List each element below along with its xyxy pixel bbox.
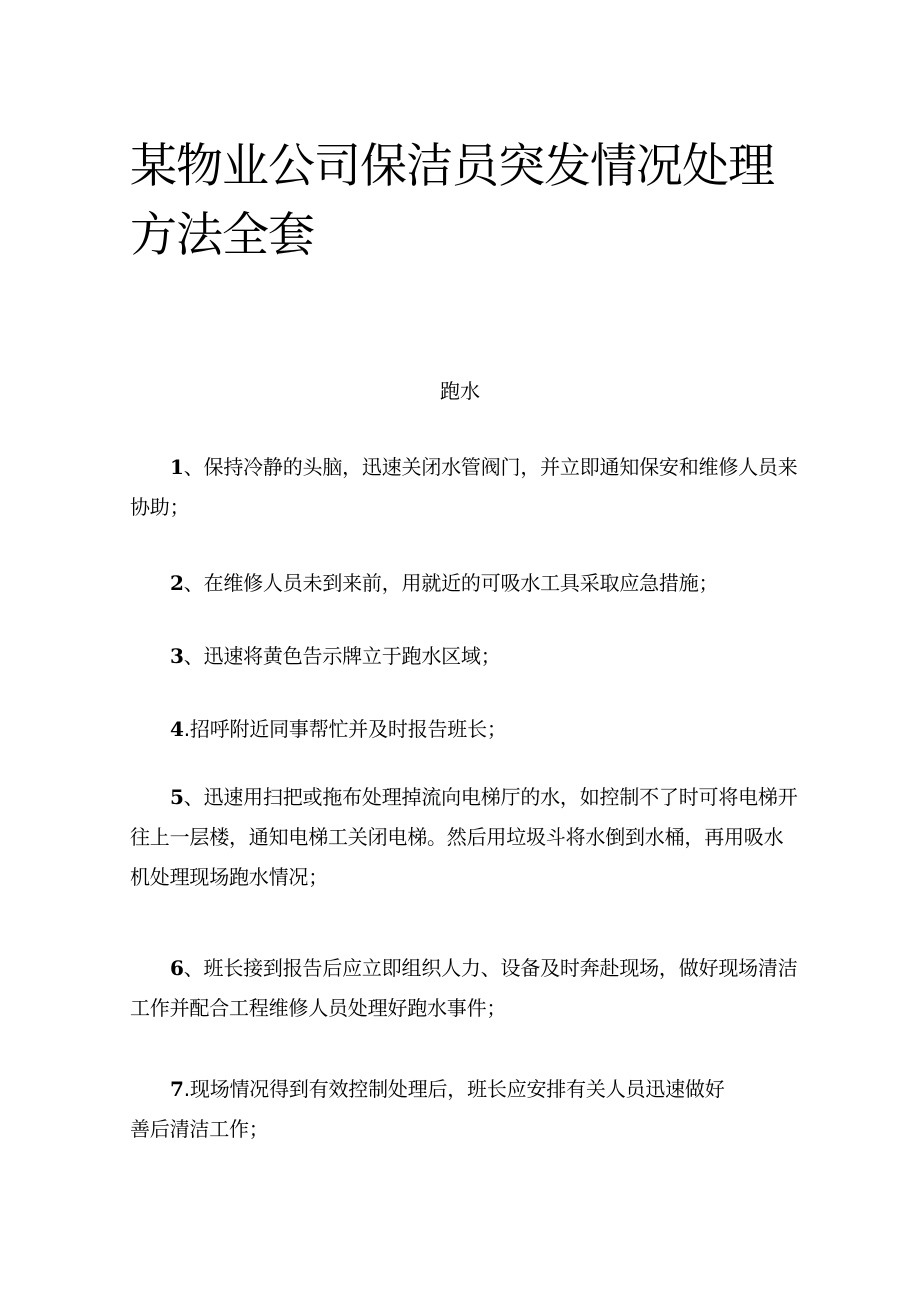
item-number: 3 [170, 644, 184, 668]
item-separator: 、 [183, 956, 204, 980]
document-title: 某物业公司保洁员突发情况处理方法全套 [130, 139, 774, 263]
list-item-7 [130, 1069, 730, 1149]
list-item-3 [130, 636, 800, 676]
item-separator: 、 [183, 644, 204, 668]
list-item-2 [130, 563, 800, 603]
item-number: 5 [170, 785, 184, 809]
item-text: 在维修人员未到来前，用就近的可吸水工具采取应急措施； [203, 571, 719, 595]
item-separator: 、 [183, 455, 204, 479]
item-text: 班长接到报告后应立即组织人力、设备及时奔赴现场，做好现场清洁工作并配合工程维修人员处理好跑水事件； [130, 956, 798, 1020]
item-separator: 、 [183, 785, 204, 809]
list-item-1 [130, 447, 800, 527]
item-text: 迅速用扫把或拖布处理掉流向电梯厅的水，如控制不了时可将电梯开往上一层楼，通知电梯工关闭电梯。然后用垃圾斗将水倒到水桶，再用吸水机处理现场跑水情况； [130, 785, 798, 889]
item-separator: . [183, 1077, 190, 1101]
list-item-4 [130, 709, 800, 749]
item-separator: 、 [183, 571, 204, 595]
item-number: 6 [170, 956, 184, 980]
list-item-5 [130, 777, 800, 897]
item-number: 4 [170, 717, 184, 741]
item-number: 2 [170, 571, 184, 595]
item-number: 7 [170, 1077, 184, 1101]
item-text: 保持冷静的头脑，迅速关闭水管阀门，并立即通知保安和维修人员来协助； [130, 455, 798, 519]
list-item-6 [130, 948, 800, 1028]
item-separator: . [183, 717, 190, 741]
item-text: 现场情况得到有效控制处理后，班长应安排有关人员迅速做好善后清洁工作； [130, 1077, 725, 1141]
item-text: 迅速将黄色告示牌立于跑水区域； [203, 644, 501, 668]
section-heading: 跑水 [440, 379, 480, 403]
item-text: 招呼附近同事帮忙并及时报告班长； [189, 717, 507, 741]
item-number: 1 [170, 455, 184, 479]
